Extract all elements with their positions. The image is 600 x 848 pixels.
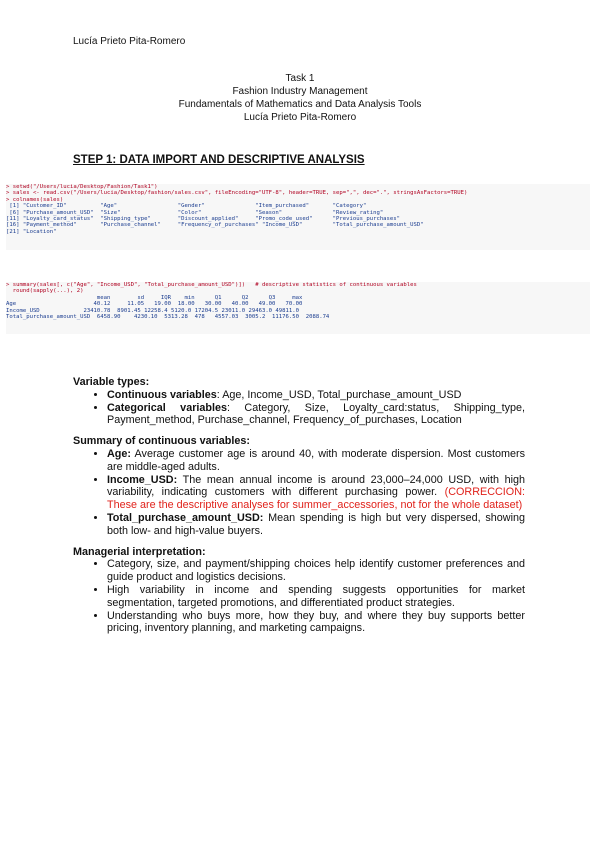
- list-item: • Income_USD: The mean annual income is around 23,000–24,000 USD, with high variability, indicating customers with different purchasing power. (CORRECCION: These are the descriptive analyses for summer_accessories, not for the whole dataset): [107, 474, 525, 512]
- author-title: Lucía Prieto Pita-Romero: [243, 112, 357, 123]
- console-line: > setwd("/Users/lucia/Desktop/Fashion/Task1"): [6, 184, 158, 190]
- console-line: [1] "Customer_ID" "Age" "Gender" "Item_purchased" "Category": [6, 203, 367, 210]
- console-line: Age 40.12 11.05 19.00 18.00 30.00 40.00 49.00 70.00: [6, 301, 303, 308]
- list-item: • Age: Average customer age is around 40, with moderate dispersion. Most customers are middle-aged adults.: [107, 448, 525, 474]
- console-line: [21] "Location": [6, 228, 57, 235]
- managerial-list: [73, 558, 525, 635]
- step-heading: STEP 1: DATA IMPORT AND DESCRIPTIVE ANALYSIS: [73, 154, 365, 166]
- console-line: > summary(sales[, c("Age", "Income_USD", "Total_purchase_amount_USD")]) # descriptive statistics of continuous variables: [6, 282, 417, 288]
- managerial-heading: Managerial interpretation:: [73, 545, 206, 558]
- variable-types-heading: Variable types:: [73, 376, 150, 388]
- summary-heading: Summary of continuous variables:: [73, 435, 250, 448]
- correction-note: (CORRECCION: These are the descriptive analyses for summer_accessories, not for the whole dataset): [107, 486, 525, 512]
- r-console-screenshot-1: [6, 184, 590, 250]
- variable-types-list: [73, 389, 525, 427]
- list-item: • Categorical variables: Category, Size, Loyalty_card:status, Shipping_type, Payment_method, Purchase_channel, Frequency_of_purchases, Location: [107, 402, 525, 428]
- console-line: mean sd IQR min Q1 Q2 Q3 max: [6, 294, 303, 301]
- course-title: Fashion Industry Management: [232, 86, 368, 97]
- title-block: [0, 72, 600, 124]
- console-line: Total_purchase_amount_USD 6458.90 4230.10 5313.28 478 4557.03 3005.2 11176.50 2088.74: [6, 314, 330, 321]
- list-item: • Total_purchase_amount_USD: Mean spending is high but very dispersed, showing both low- and high-value buyers.: [107, 512, 525, 538]
- console-line: Income_USD 23410.78 8901.45 12258.4 5120.0 17204.5 23011.0 29463.0 49811.0: [6, 307, 299, 314]
- subject-title: Fundamentals of Mathematics and Data Analysis Tools: [178, 99, 422, 110]
- console-line: [16] "Payment_method" "Purchase_channel" "Frequency_of_purchases" "Income_USD" "Total_purchase_amount_USD": [6, 222, 424, 229]
- console-line: round(sapply(...), 2): [6, 288, 84, 295]
- summary-list: [73, 448, 525, 538]
- list-item: • Understanding who buys more, how they buy, and where they buy supports better pricing, inventory planning, and marketing campaigns.: [107, 610, 525, 636]
- document-body: [73, 376, 525, 643]
- list-item: • Continuous variables: Age, Income_USD, Total_purchase_amount_USD: [107, 389, 525, 402]
- list-item: • Category, size, and payment/shipping choices help identify customer preferences and guide product and logistics decisions.: [107, 558, 525, 584]
- task-title: Task 1: [285, 73, 315, 84]
- console-line: > sales <- read.csv("/Users/lucia/Desktop/fashion/sales.csv", fileEncoding="UTF-8", header=TRUE, sep=",", dec=".", stringsAsFactors=TRUE): [6, 190, 468, 197]
- console-line: > colnames(sales): [6, 196, 64, 203]
- r-console-screenshot-2: [6, 282, 590, 334]
- console-line: [11] "Loyalty_card_status" "Shipping_type" "Discount_applied" "Promo_code_used" "Previous_purchases": [6, 216, 401, 223]
- console-line: [6] "Purchase_amount_USD" "Size" "Color" "Season" "Review_rating": [6, 209, 384, 216]
- list-item: • High variability in income and spending suggests opportunities for market segmentation, targeted promotions, and differentiated product strategies.: [107, 584, 525, 610]
- header-author-name: Lucía Prieto Pita-Romero: [73, 36, 186, 47]
